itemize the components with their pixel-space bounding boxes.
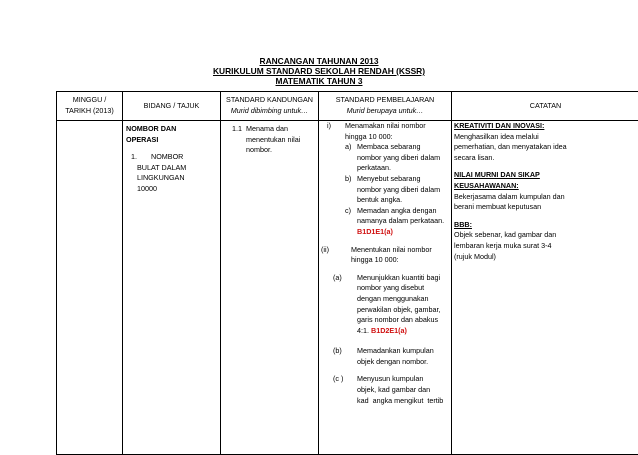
content-row xyxy=(57,121,638,455)
header-catatan: CATATAN xyxy=(452,92,638,121)
cell-standard-pembelajaran: i) Menamakan nilai nombor hingga 10 000: a) Membaca sebarang nombor yang diberi dalam perkataan. b) Menyebut sebarang nombor yang diberi dalam bentuk angka. c) Memadan angka dengan namanya dalam perkataan. B1D1E1(a) (ii) Menentukan nilai nombor hingga 10 000: (a) Menunjukkan kuantiti bagi nombor yang disebut dengan menggunakan perwakilan objek, gambar, garis nombor dan abakus 4:1. B1D2E1(a) (b) Memadankan kumpulan objek dengan nombor. (c ) Menyusun kumpulan objek, kad gambar dan kad angka mengikut tertib xyxy=(319,121,452,455)
plan-table xyxy=(56,91,638,455)
skill-code: B1D1E1(a) xyxy=(321,227,449,238)
header-standard-pembelajaran: STANDARD PEMBELAJARAN Murid berupaya untuk… xyxy=(319,92,452,121)
cell-bidang: NOMBOR DAN OPERASI 1. NOMBOR BULAT DALAM LINGKUNGAN 10000 xyxy=(123,121,221,455)
header-row xyxy=(57,92,638,121)
header-bidang: BIDANG / TAJUK xyxy=(123,92,221,121)
doc-title: RANCANGAN TAHUNAN 2013 xyxy=(0,56,638,66)
skill-code: B1D2E1(a) xyxy=(371,326,407,335)
doc-subject: MATEMATIK TAHUN 3 xyxy=(0,76,638,86)
header-standard-kandungan: STANDARD KANDUNGAN Murid dibimbing untuk… xyxy=(221,92,319,121)
doc-subtitle: KURIKULUM STANDARD SEKOLAH RENDAH (KSSR) xyxy=(0,66,638,76)
cell-standard-kandungan: 1.1 Menama dan menentukan nilai nombor. xyxy=(221,121,319,455)
cell-minggu xyxy=(57,121,123,455)
cell-catatan: KREATIVITI DAN INOVASI: Menghasilkan idea melalui pemerhatian, dan menyatakan idea secara lisan. NILAI MURNI DAN SIKAP KEUSAHAWANAN: Bekerjasama dalam kumpulan dan berani membuat keputusan BBB: Objek sebenar, kad gambar dan lembaran kerja muka surat 3-4 (rujuk Modul) xyxy=(452,121,638,455)
header-minggu: MINGGU / TARIKH (2013) xyxy=(57,92,123,121)
